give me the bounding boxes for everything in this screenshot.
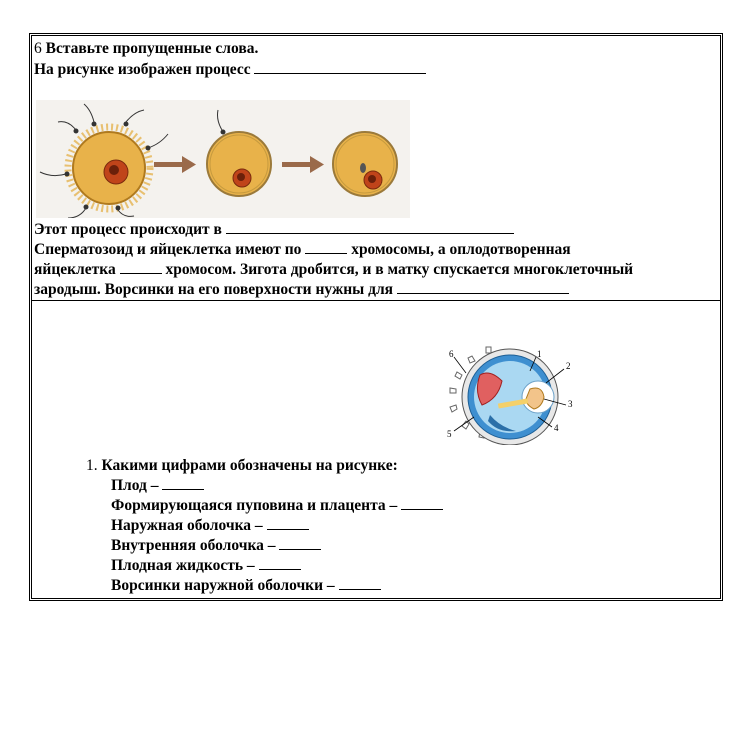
blank-chromosome-count[interactable]	[305, 240, 347, 254]
task6-line5	[34, 280, 569, 300]
task6-line5-text: зародыш. Ворсинки на его поверхности нужны для	[34, 281, 394, 298]
task1-question-line	[86, 456, 398, 476]
blank-zygote-chromosomes[interactable]	[120, 260, 162, 274]
task6-line4a-text: яйцеклетка	[34, 261, 116, 278]
blank-outer-villi[interactable]	[339, 576, 381, 590]
task1-question: Какими цифрами обозначены на рисунке:	[101, 457, 398, 474]
task6-heading: Вставьте пропущенные слова.	[45, 40, 259, 57]
task6-number: 6	[34, 40, 42, 57]
fertilized-egg	[333, 132, 397, 196]
label-4: 4	[554, 423, 559, 433]
task6-line3a-text: Сперматозоид и яйцеклетка имеют по	[34, 241, 302, 258]
item-inner-membrane: Внутренняя оболочка –	[111, 537, 276, 554]
task6-line3b-text: хромосомы, а оплодотворенная	[351, 241, 571, 258]
task6-line1	[34, 60, 426, 80]
blank-cord-placenta[interactable]	[401, 496, 443, 510]
task6-line1-text: На рисунке изображен процесс	[34, 61, 251, 78]
task6-line2	[34, 220, 514, 240]
task6-line3	[34, 240, 571, 260]
item-amniotic-fluid: Плодная жидкость –	[111, 557, 255, 574]
task1-item	[111, 536, 321, 556]
blank-outer-membrane[interactable]	[267, 516, 309, 530]
label-2: 2	[566, 361, 571, 371]
task1-number: 1.	[86, 457, 98, 474]
item-outer-villi: Ворсинки наружной оболочки –	[111, 577, 335, 594]
label-1: 1	[537, 349, 542, 359]
row-divider	[32, 300, 720, 301]
blank-process[interactable]	[254, 60, 426, 74]
blank-fetus[interactable]	[162, 476, 204, 490]
item-outer-membrane: Наружная оболочка –	[111, 517, 263, 534]
task6-line4b-text: хромосом. Зигота дробится, и в матку спускается многоклеточный	[165, 261, 634, 278]
task1-item	[111, 476, 204, 496]
blank-villi-purpose[interactable]	[397, 280, 569, 294]
task6-heading-line	[34, 39, 258, 59]
label-3: 3	[568, 399, 573, 409]
embryo-diagram	[440, 345, 580, 445]
task1-item	[111, 576, 381, 596]
task1-item	[111, 516, 309, 536]
task1-item	[111, 496, 443, 516]
task6-line4	[34, 260, 633, 280]
label-6: 6	[449, 349, 454, 359]
item-fetus: Плод –	[111, 477, 159, 494]
task6-line2-text: Этот процесс происходит в	[34, 221, 222, 238]
task1-item	[111, 556, 301, 576]
blank-amniotic-fluid[interactable]	[259, 556, 301, 570]
blank-inner-membrane[interactable]	[279, 536, 321, 550]
blank-location[interactable]	[226, 220, 514, 234]
fertilization-illustration	[36, 100, 410, 218]
item-cord-placenta: Формирующаяся пуповина и плацента –	[111, 497, 398, 514]
label-5: 5	[447, 429, 452, 439]
